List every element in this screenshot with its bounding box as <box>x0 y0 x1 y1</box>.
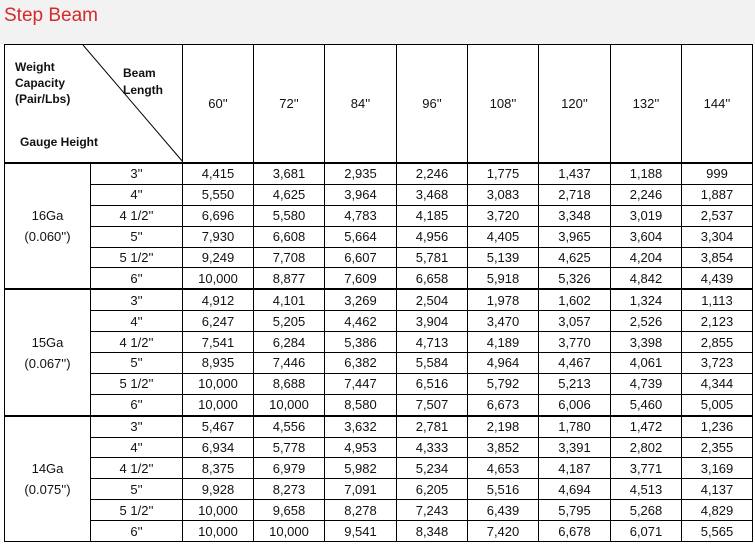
capacity-cell: 4,185 <box>397 205 468 226</box>
beam-height-cell: 5 1/2'' <box>91 500 183 521</box>
table-body <box>5 163 753 542</box>
capacity-cell: 5,205 <box>254 311 325 332</box>
capacity-cell: 4,513 <box>611 479 682 500</box>
capacity-cell: 7,091 <box>325 479 397 500</box>
weight-capacity-line: Weight <box>15 60 55 74</box>
capacity-cell: 6,696 <box>183 205 254 226</box>
header-row <box>5 45 753 164</box>
capacity-cell: 7,541 <box>183 332 254 353</box>
capacity-cell: 7,420 <box>468 521 539 542</box>
capacity-cell: 5,664 <box>325 226 397 247</box>
title-band <box>0 0 755 44</box>
capacity-cell: 9,249 <box>183 247 254 268</box>
capacity-cell: 5,580 <box>254 205 325 226</box>
capacity-cell: 3,019 <box>611 205 682 226</box>
capacity-cell: 2,504 <box>397 289 468 310</box>
capacity-cell: 2,855 <box>682 332 753 353</box>
capacity-cell: 4,439 <box>682 268 753 289</box>
capacity-cell: 7,609 <box>325 268 397 289</box>
capacity-cell: 4,653 <box>468 458 539 479</box>
beam-length-line: Beam <box>123 66 156 80</box>
capacity-cell: 6,205 <box>397 479 468 500</box>
capacity-cell: 10,000 <box>254 521 325 542</box>
length-header: 132'' <box>611 45 682 164</box>
capacity-cell: 1,188 <box>611 163 682 184</box>
beam-height-cell: 3'' <box>91 289 183 310</box>
capacity-cell: 2,246 <box>611 184 682 205</box>
beam-length-line: Length <box>123 83 163 97</box>
capacity-cell: 5,326 <box>539 268 611 289</box>
table-row <box>5 205 753 226</box>
capacity-cell: 5,005 <box>682 394 753 415</box>
gauge-group-cell <box>5 289 91 415</box>
capacity-cell: 6,006 <box>539 394 611 415</box>
beam-height-cell: 6'' <box>91 268 183 289</box>
length-header: 84'' <box>325 45 397 164</box>
capacity-cell: 4,405 <box>468 226 539 247</box>
capacity-cell: 8,278 <box>325 500 397 521</box>
capacity-cell: 3,854 <box>682 247 753 268</box>
capacity-cell: 8,348 <box>397 521 468 542</box>
capacity-cell: 3,604 <box>611 226 682 247</box>
capacity-cell: 5,467 <box>183 416 254 437</box>
table-row <box>5 163 753 184</box>
capacity-cell: 3,348 <box>539 205 611 226</box>
capacity-cell: 8,688 <box>254 373 325 394</box>
capacity-cell: 3,169 <box>682 458 753 479</box>
capacity-cell: 2,802 <box>611 437 682 458</box>
capacity-cell: 2,246 <box>397 163 468 184</box>
capacity-cell: 6,678 <box>539 521 611 542</box>
table-row <box>5 226 753 247</box>
capacity-cell: 6,934 <box>183 437 254 458</box>
capacity-cell: 3,681 <box>254 163 325 184</box>
capacity-cell: 1,324 <box>611 289 682 310</box>
table-row <box>5 311 753 332</box>
capacity-cell: 5,781 <box>397 247 468 268</box>
gauge-label: 15Ga <box>31 334 64 350</box>
capacity-cell: 8,877 <box>254 268 325 289</box>
capacity-cell: 4,204 <box>611 247 682 268</box>
beam-height-cell: 4 1/2'' <box>91 205 183 226</box>
capacity-cell: 6,439 <box>468 500 539 521</box>
capacity-cell: 1,602 <box>539 289 611 310</box>
beam-height-cell: 6'' <box>91 521 183 542</box>
capacity-cell: 1,887 <box>682 184 753 205</box>
capacity-cell: 5,792 <box>468 373 539 394</box>
weight-capacity-line: (Pair/Lbs) <box>15 92 71 106</box>
capacity-cell: 10,000 <box>183 521 254 542</box>
capacity-cell: 5,795 <box>539 500 611 521</box>
capacity-cell: 4,187 <box>539 458 611 479</box>
capacity-cell: 1,978 <box>468 289 539 310</box>
capacity-cell: 4,344 <box>682 373 753 394</box>
beam-height-cell: 4'' <box>91 184 183 205</box>
page-title: Step Beam <box>4 5 98 26</box>
capacity-cell: 9,658 <box>254 500 325 521</box>
length-header: 120'' <box>539 45 611 164</box>
capacity-cell: 999 <box>682 163 753 184</box>
capacity-cell: 7,243 <box>397 500 468 521</box>
beam-height-cell: 5 1/2'' <box>91 247 183 268</box>
capacity-cell: 7,446 <box>254 353 325 374</box>
capacity-cell: 7,447 <box>325 373 397 394</box>
table-row <box>5 353 753 374</box>
capacity-cell: 2,355 <box>682 437 753 458</box>
capacity-cell: 5,234 <box>397 458 468 479</box>
table-row <box>5 394 753 415</box>
beam-height-cell: 5 1/2'' <box>91 373 183 394</box>
gauge-group-cell <box>5 163 91 289</box>
beam-height-cell: 4 1/2'' <box>91 458 183 479</box>
capacity-cell: 5,565 <box>682 521 753 542</box>
beam-height-cell: 3'' <box>91 163 183 184</box>
capacity-cell: 5,550 <box>183 184 254 205</box>
capacity-cell: 4,713 <box>397 332 468 353</box>
capacity-cell: 4,625 <box>539 247 611 268</box>
beam-height-cell: 5'' <box>91 226 183 247</box>
capacity-cell: 3,771 <box>611 458 682 479</box>
capacity-cell: 8,273 <box>254 479 325 500</box>
capacity-cell: 4,783 <box>325 205 397 226</box>
gauge-group-cell <box>5 416 91 542</box>
capacity-cell: 6,382 <box>325 353 397 374</box>
beam-height-cell: 4'' <box>91 437 183 458</box>
capacity-cell: 4,739 <box>611 373 682 394</box>
gauge-thickness: (0.075'') <box>24 481 71 497</box>
table-row <box>5 332 753 353</box>
capacity-cell: 3,269 <box>325 289 397 310</box>
beam-height-cell: 6'' <box>91 394 183 415</box>
capacity-cell: 6,284 <box>254 332 325 353</box>
capacity-cell: 4,964 <box>468 353 539 374</box>
table-row <box>5 458 753 479</box>
capacity-cell: 1,437 <box>539 163 611 184</box>
beam-length-label <box>123 65 183 99</box>
capacity-cell: 7,930 <box>183 226 254 247</box>
capacity-cell: 4,137 <box>682 479 753 500</box>
capacity-cell: 8,580 <box>325 394 397 415</box>
gauge-label: 16Ga <box>31 208 64 224</box>
capacity-cell: 5,584 <box>397 353 468 374</box>
capacity-cell: 4,842 <box>611 268 682 289</box>
capacity-cell: 5,268 <box>611 500 682 521</box>
capacity-cell: 4,912 <box>183 289 254 310</box>
capacity-cell: 3,965 <box>539 226 611 247</box>
weight-capacity-line: Capacity <box>15 76 66 90</box>
capacity-cell: 4,189 <box>468 332 539 353</box>
capacity-cell: 3,720 <box>468 205 539 226</box>
capacity-cell: 5,516 <box>468 479 539 500</box>
table-row <box>5 437 753 458</box>
capacity-cell: 8,935 <box>183 353 254 374</box>
gauge-label: 14Ga <box>31 460 64 476</box>
capacity-cell: 10,000 <box>254 394 325 415</box>
table-row <box>5 373 753 394</box>
capacity-cell: 5,460 <box>611 394 682 415</box>
capacity-cell: 5,139 <box>468 247 539 268</box>
capacity-cell: 1,236 <box>682 416 753 437</box>
capacity-cell: 10,000 <box>183 394 254 415</box>
capacity-cell: 4,467 <box>539 353 611 374</box>
length-header: 60'' <box>183 45 254 164</box>
capacity-cell: 9,928 <box>183 479 254 500</box>
capacity-cell: 10,000 <box>183 500 254 521</box>
length-header: 108'' <box>468 45 539 164</box>
capacity-cell: 6,658 <box>397 268 468 289</box>
capacity-cell: 1,780 <box>539 416 611 437</box>
capacity-cell: 4,462 <box>325 311 397 332</box>
capacity-cell: 3,904 <box>397 311 468 332</box>
capacity-cell: 4,625 <box>254 184 325 205</box>
capacity-cell: 6,673 <box>468 394 539 415</box>
table-row <box>5 500 753 521</box>
capacity-cell: 2,123 <box>682 311 753 332</box>
beam-height-cell: 3'' <box>91 416 183 437</box>
capacity-cell: 10,000 <box>183 268 254 289</box>
length-header: 96'' <box>397 45 468 164</box>
beam-height-cell: 4 1/2'' <box>91 332 183 353</box>
capacity-cell: 9,541 <box>325 521 397 542</box>
capacity-cell: 3,083 <box>468 184 539 205</box>
capacity-cell: 4,956 <box>397 226 468 247</box>
capacity-cell: 3,723 <box>682 353 753 374</box>
capacity-cell: 4,829 <box>682 500 753 521</box>
table-row <box>5 479 753 500</box>
capacity-cell: 6,071 <box>611 521 682 542</box>
table-row <box>5 416 753 437</box>
capacity-cell: 7,708 <box>254 247 325 268</box>
capacity-cell: 3,852 <box>468 437 539 458</box>
capacity-cell: 3,304 <box>682 226 753 247</box>
capacity-cell: 6,516 <box>397 373 468 394</box>
beam-height-cell: 5'' <box>91 479 183 500</box>
capacity-cell: 4,953 <box>325 437 397 458</box>
capacity-cell: 6,979 <box>254 458 325 479</box>
capacity-cell: 4,101 <box>254 289 325 310</box>
capacity-cell: 6,247 <box>183 311 254 332</box>
capacity-cell: 5,918 <box>468 268 539 289</box>
capacity-cell: 4,061 <box>611 353 682 374</box>
capacity-cell: 4,415 <box>183 163 254 184</box>
capacity-cell: 2,935 <box>325 163 397 184</box>
capacity-cell: 3,391 <box>539 437 611 458</box>
capacity-cell: 7,507 <box>397 394 468 415</box>
table-row <box>5 268 753 289</box>
step-beam-capacity-table <box>4 44 753 542</box>
gauge-thickness: (0.067'') <box>24 355 71 371</box>
capacity-cell: 4,694 <box>539 479 611 500</box>
table-row <box>5 247 753 268</box>
capacity-cell: 1,472 <box>611 416 682 437</box>
capacity-cell: 4,556 <box>254 416 325 437</box>
capacity-cell: 3,468 <box>397 184 468 205</box>
capacity-cell: 6,607 <box>325 247 397 268</box>
capacity-cell: 2,781 <box>397 416 468 437</box>
length-header: 144'' <box>682 45 753 164</box>
capacity-cell: 3,964 <box>325 184 397 205</box>
length-header: 72'' <box>254 45 325 164</box>
capacity-cell: 3,398 <box>611 332 682 353</box>
capacity-cell: 2,198 <box>468 416 539 437</box>
capacity-cell: 5,778 <box>254 437 325 458</box>
capacity-cell: 5,982 <box>325 458 397 479</box>
table-row <box>5 289 753 310</box>
capacity-cell: 3,632 <box>325 416 397 437</box>
table-row <box>5 521 753 542</box>
beam-height-cell: 5'' <box>91 353 183 374</box>
capacity-cell: 3,470 <box>468 311 539 332</box>
corner-header <box>5 45 183 164</box>
table-row <box>5 184 753 205</box>
capacity-cell: 1,775 <box>468 163 539 184</box>
capacity-cell: 2,526 <box>611 311 682 332</box>
capacity-cell: 8,375 <box>183 458 254 479</box>
gauge-thickness: (0.060'') <box>24 229 71 245</box>
capacity-cell: 2,718 <box>539 184 611 205</box>
capacity-cell: 3,057 <box>539 311 611 332</box>
capacity-cell: 5,386 <box>325 332 397 353</box>
capacity-cell: 4,333 <box>397 437 468 458</box>
capacity-cell: 6,608 <box>254 226 325 247</box>
gauge-height-label: Gauge Height <box>20 135 99 149</box>
weight-capacity-label <box>15 59 95 107</box>
capacity-cell: 10,000 <box>183 373 254 394</box>
capacity-cell: 5,213 <box>539 373 611 394</box>
capacity-cell: 3,770 <box>539 332 611 353</box>
capacity-cell: 1,113 <box>682 289 753 310</box>
beam-height-cell: 4'' <box>91 311 183 332</box>
capacity-cell: 2,537 <box>682 205 753 226</box>
